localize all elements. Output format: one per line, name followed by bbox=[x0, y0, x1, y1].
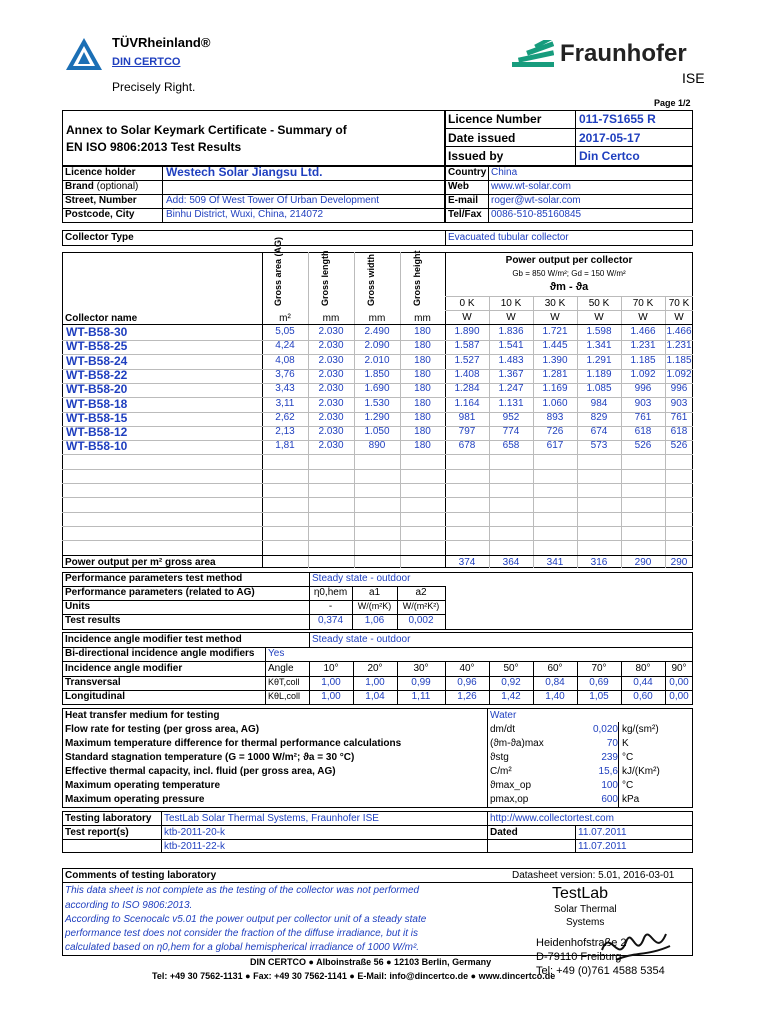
temp-header: 30 K bbox=[544, 298, 566, 309]
grid-row-line bbox=[62, 426, 693, 427]
iam-col-line bbox=[665, 661, 666, 705]
heat-param-unit: °C bbox=[622, 780, 634, 791]
licence-holder: Westech Solar Jiangsu Ltd. bbox=[166, 165, 323, 179]
power-sub: Gb = 850 W/m²; Gd = 150 W/m² bbox=[512, 269, 626, 278]
iam-angle: 70° bbox=[591, 663, 607, 674]
lab-label: Testing laboratory bbox=[65, 813, 152, 824]
power-value: 1.164 bbox=[454, 397, 480, 409]
power-per-m2-value: 290 bbox=[634, 557, 652, 568]
heat-param-symbol: dm/dt bbox=[490, 724, 516, 735]
trans-sym: KθT,coll bbox=[268, 677, 300, 687]
power-value: 573 bbox=[590, 440, 608, 452]
power-value: 1.890 bbox=[454, 326, 480, 337]
heat-param-unit: °C bbox=[622, 752, 634, 763]
power-value: 1.185 bbox=[666, 354, 692, 366]
gross-area-value: 2,62 bbox=[275, 411, 295, 423]
issued-by-label: Issued by bbox=[448, 149, 504, 163]
medium: Water bbox=[490, 710, 517, 721]
licence-holder-label: Licence holder bbox=[65, 167, 136, 178]
temp-header: 70 K bbox=[668, 298, 690, 309]
heat-param-unit: kJ/(Km²) bbox=[622, 766, 660, 777]
fraunhofer-logo-mark bbox=[512, 40, 554, 70]
bidir-label: Bi-directional incidence angle modifiers bbox=[65, 648, 255, 659]
collector-type: Evacuated tubular collector bbox=[448, 232, 569, 243]
col-gross-length: Gross length bbox=[320, 250, 330, 306]
grid-row-line bbox=[62, 497, 693, 498]
perf-u-a1: W/(m²K) bbox=[357, 601, 392, 611]
perf-results-label: Test results bbox=[65, 615, 121, 626]
temp-header: 10 K bbox=[500, 298, 522, 309]
gross-width-value: 2.010 bbox=[364, 354, 390, 366]
date-issued-label: Date issued bbox=[448, 131, 516, 145]
iam-col-line bbox=[309, 661, 310, 705]
power-value: 797 bbox=[458, 426, 476, 438]
heat-param-symbol: pmax,op bbox=[490, 794, 529, 805]
postcode: Binhu District, Wuxi, China, 214072 bbox=[166, 209, 324, 220]
power-value: 1.291 bbox=[586, 354, 612, 366]
gross-length-value: 2.030 bbox=[318, 411, 344, 423]
lab-url[interactable]: http://www.collectortest.com bbox=[490, 813, 614, 824]
trans-label: Transversal bbox=[65, 677, 121, 688]
grid-row-line bbox=[62, 440, 693, 441]
perf-u-eta: - bbox=[328, 601, 333, 612]
power-value: 1.231 bbox=[666, 340, 692, 352]
iam-transversal: 0,00 bbox=[669, 677, 689, 688]
perf-u-a2: W/(m²K²) bbox=[402, 601, 440, 611]
power-value: 952 bbox=[502, 411, 520, 423]
perf-h-eta: η0,hem bbox=[313, 587, 348, 598]
heat-param-value: 239 bbox=[601, 752, 618, 763]
ise-wordmark: ISE bbox=[682, 70, 705, 86]
long-sym: KθL,coll bbox=[268, 691, 301, 701]
temp-header: 70 K bbox=[632, 298, 654, 309]
collector-name-label: Collector name bbox=[65, 313, 138, 324]
temp-header: 50 K bbox=[588, 298, 610, 309]
iam-longitudinal: 1,26 bbox=[457, 691, 477, 702]
unit-w: W bbox=[550, 312, 560, 323]
fraunhofer-wordmark: Fraunhofer bbox=[560, 40, 687, 67]
heat-param-label: Effective thermal capacity, incl. fluid (per gross area, AG) bbox=[65, 766, 336, 777]
tel-label: Tel/Fax bbox=[448, 209, 482, 220]
iam-transversal: 1,00 bbox=[365, 677, 385, 688]
iam-longitudinal: 1,00 bbox=[321, 691, 341, 702]
report-2: ktb-2011-22-k bbox=[164, 841, 225, 852]
country-label: Country bbox=[448, 167, 487, 178]
iam-angle: 20° bbox=[367, 663, 383, 674]
power-per-m2-value: 341 bbox=[546, 557, 564, 568]
gross-length-value: 2.030 bbox=[318, 383, 344, 395]
col-gross-width: Gross width bbox=[366, 253, 376, 306]
power-value: 1.408 bbox=[454, 368, 480, 380]
perf-method: Steady state - outdoor bbox=[312, 573, 411, 584]
stamp-addr-1: Heidenhofstraße 2 bbox=[536, 937, 627, 949]
comment-line-2: according to ISO 9806:2013. bbox=[65, 900, 193, 911]
gross-area-value: 1,81 bbox=[275, 440, 295, 452]
issued-by: Din Certco bbox=[579, 149, 640, 163]
heat-param-unit: kPa bbox=[622, 794, 640, 805]
power-value: 1.189 bbox=[586, 368, 612, 380]
collector-type-label: Collector Type bbox=[65, 232, 134, 243]
iam-col-line bbox=[353, 661, 354, 705]
iam-angle: 40° bbox=[459, 663, 475, 674]
unit-width: mm bbox=[368, 313, 386, 324]
col-gross-height: Gross height bbox=[412, 250, 422, 306]
unit-w: W bbox=[506, 312, 516, 323]
gross-width-value: 1.530 bbox=[364, 397, 390, 409]
title-line-1: Annex to Solar Keymark Certificate - Summary of bbox=[66, 123, 347, 137]
perf-h-a2: a2 bbox=[415, 587, 427, 598]
heat-param-label: Standard stagnation temperature (G = 1000 W/m²; ϑa = 30 °C) bbox=[65, 752, 355, 763]
fraunhofer-bars-icon bbox=[512, 40, 554, 70]
gross-width-value: 2.090 bbox=[364, 340, 390, 352]
street-label: Street, Number bbox=[65, 195, 137, 206]
unit-length: mm bbox=[322, 313, 340, 324]
gross-length-value: 2.030 bbox=[318, 368, 344, 380]
heat-param-symbol: ϑstg bbox=[490, 752, 509, 763]
unit-height: mm bbox=[414, 313, 431, 324]
power-value: 1.185 bbox=[630, 354, 656, 366]
power-per-m2-value: 374 bbox=[458, 557, 476, 568]
gross-height-value: 180 bbox=[414, 326, 431, 337]
power-value: 829 bbox=[590, 411, 608, 423]
grid-row-line bbox=[62, 369, 693, 370]
grid-row-line bbox=[62, 483, 693, 484]
iam-method-label: Incidence angle modifier test method bbox=[65, 634, 242, 645]
country: China bbox=[491, 167, 518, 178]
power-per-m2-value: 290 bbox=[670, 557, 688, 568]
gross-height-value: 180 bbox=[414, 340, 431, 352]
iam-col-line bbox=[445, 661, 446, 705]
comment-line-5: calculated based on η0,hem for a global hemispherical irradiance of 1000 W/m². bbox=[65, 942, 420, 953]
iam-col-line bbox=[577, 661, 578, 705]
collector-model-name: WT-B58-18 bbox=[66, 396, 128, 411]
tuv-triangle-icon bbox=[64, 36, 104, 72]
stamp-addr-2: D-79110 Freiburg bbox=[536, 951, 622, 963]
col-gross-area: Gross area (AG) bbox=[273, 236, 283, 306]
grid-row-line bbox=[62, 540, 693, 541]
gross-width-value: 890 bbox=[368, 440, 386, 452]
per-m2-label: Power output per m² gross area bbox=[65, 557, 216, 568]
gross-height-value: 180 bbox=[414, 426, 431, 438]
licence-number: 011-7S1655 R bbox=[579, 112, 656, 126]
heat-param-label: Maximum operating pressure bbox=[65, 794, 205, 805]
grid-row-line bbox=[62, 354, 693, 355]
power-value: 526 bbox=[634, 440, 652, 452]
heat-param-unit: K bbox=[622, 738, 629, 749]
power-value: 1.483 bbox=[498, 354, 524, 366]
power-value: 1.085 bbox=[586, 383, 612, 395]
power-value: 1.281 bbox=[542, 368, 568, 380]
collector-model-name: WT-B58-15 bbox=[66, 410, 128, 425]
licence-number-label: Licence Number bbox=[448, 112, 542, 126]
iam-longitudinal: 0,00 bbox=[669, 691, 689, 702]
power-value: 774 bbox=[502, 426, 520, 438]
grid-row-line bbox=[62, 526, 693, 527]
power-value: 996 bbox=[670, 383, 688, 395]
perf-units-label: Units bbox=[65, 601, 90, 612]
power-value: 1.836 bbox=[498, 326, 524, 337]
gross-length-value: 2.030 bbox=[318, 326, 344, 337]
unit-w: W bbox=[462, 312, 472, 323]
iam-transversal: 0,69 bbox=[589, 677, 609, 688]
collector-model-name: WT-B58-24 bbox=[66, 353, 128, 368]
unit-area: m² bbox=[279, 313, 291, 324]
perf-v-eta: 0,374 bbox=[317, 615, 344, 626]
heat-param-symbol: ϑmax_op bbox=[490, 780, 532, 791]
gross-area-value: 4,08 bbox=[275, 354, 295, 366]
gross-length-value: 2.030 bbox=[318, 440, 344, 452]
angle-label: Angle bbox=[268, 663, 294, 674]
stamp-sub-2: Systems bbox=[566, 917, 605, 928]
gross-length-value: 2.030 bbox=[318, 340, 344, 352]
perf-v-a2: 0,002 bbox=[408, 615, 434, 626]
bidir-value: Yes bbox=[268, 648, 285, 659]
gross-width-value: 1.290 bbox=[364, 411, 390, 423]
gross-width-value: 1.050 bbox=[364, 426, 390, 438]
tagline: Precisely Right. bbox=[112, 80, 196, 94]
footer-line-2: Tel: +49 30 7562-1131 ● Fax: +49 30 7562-1141 ● E-Mail: info@dincertco.de ● www.dincertco.de bbox=[152, 971, 556, 981]
email-label: E-mail bbox=[448, 195, 479, 206]
power-value: 981 bbox=[458, 411, 476, 423]
footer-line-1: DIN CERTCO ● Alboinstraße 56 ● 12103 Berlin, Germany bbox=[250, 957, 492, 967]
title-line-2: EN ISO 9806:2013 Test Results bbox=[66, 140, 242, 154]
power-per-m2-value: 364 bbox=[502, 557, 520, 568]
power-title: Power output per collector bbox=[505, 255, 633, 266]
iam-longitudinal: 1,05 bbox=[589, 691, 609, 702]
perf-related-label: Performance parameters (related to AG) bbox=[65, 587, 255, 598]
iam-transversal: 0,44 bbox=[633, 677, 653, 688]
brand-label: Brand (optional) bbox=[65, 181, 139, 192]
power-value: 903 bbox=[670, 397, 688, 409]
iam-col-line bbox=[533, 661, 534, 705]
power-value: 1.131 bbox=[498, 397, 524, 409]
gross-width-value: 1.690 bbox=[364, 383, 390, 395]
tel: 0086-510-85160845 bbox=[491, 209, 582, 220]
temp-header: 0 K bbox=[459, 298, 475, 309]
heat-param-value: 15,6 bbox=[598, 766, 618, 777]
power-value: 1.541 bbox=[498, 340, 524, 352]
unit-w: W bbox=[638, 312, 648, 323]
tuv-logo bbox=[64, 36, 104, 72]
gross-width-value: 1.850 bbox=[364, 368, 390, 380]
collector-type-box bbox=[62, 230, 693, 246]
gross-height-value: 180 bbox=[414, 440, 431, 452]
iam-longitudinal: 0,60 bbox=[633, 691, 653, 702]
grid-row-line bbox=[62, 469, 693, 470]
gross-length-value: 2.030 bbox=[318, 426, 344, 438]
heat-param-label: Maximum operating temperature bbox=[65, 780, 221, 791]
power-value: 1.466 bbox=[666, 326, 692, 337]
date-1: 11.07.2011 bbox=[578, 827, 627, 838]
dated-label: Dated bbox=[490, 827, 518, 838]
iam-angle: 10° bbox=[323, 663, 339, 674]
datasheet-version: Datasheet version: 5.01, 2016-03-01 bbox=[512, 870, 675, 881]
grid-row-line bbox=[62, 412, 693, 413]
gross-height-value: 180 bbox=[414, 383, 431, 395]
iam-col-line bbox=[397, 661, 398, 705]
gross-height-value: 180 bbox=[414, 368, 431, 380]
power-value: 1.367 bbox=[498, 368, 524, 380]
perf-h-a1: a1 bbox=[368, 587, 381, 598]
long-label: Longitudinal bbox=[65, 691, 125, 702]
collector-model-name: WT-B58-25 bbox=[66, 339, 128, 354]
iam-angle: 60° bbox=[547, 663, 563, 674]
tuv-brand: TÜVRheinland® bbox=[112, 35, 211, 50]
power-value: 1.341 bbox=[586, 340, 612, 352]
grid-row-line bbox=[62, 383, 693, 384]
perf-v-a1: 1,06 bbox=[364, 615, 385, 626]
power-value: 1.598 bbox=[586, 326, 612, 337]
stamp-sub-1: Solar Thermal bbox=[554, 904, 617, 915]
power-value: 1.247 bbox=[498, 383, 524, 395]
iam-col-line bbox=[621, 661, 622, 705]
power-value: 984 bbox=[590, 397, 608, 409]
power-value: 893 bbox=[546, 411, 564, 423]
power-value: 678 bbox=[458, 440, 476, 452]
theta-diff: ϑm - ϑa bbox=[549, 281, 589, 293]
collector-model-name: WT-B58-20 bbox=[66, 382, 128, 397]
power-value: 618 bbox=[634, 426, 652, 438]
heat-param-value: 600 bbox=[601, 794, 618, 805]
heat-param-value: 70 bbox=[606, 738, 618, 749]
power-value: 761 bbox=[670, 411, 688, 423]
power-value: 674 bbox=[590, 426, 608, 438]
comment-line-1: This data sheet is not complete as the testing of the collector was not performed bbox=[65, 885, 420, 896]
iam-transversal: 1,00 bbox=[321, 677, 341, 688]
iam-longitudinal: 1,42 bbox=[501, 691, 521, 702]
heat-param-unit: kg/(sm²) bbox=[622, 724, 659, 735]
heat-param-value: 0,020 bbox=[592, 724, 618, 735]
power-value: 1.231 bbox=[630, 340, 656, 352]
heat-param-symbol: (ϑm-ϑa)max bbox=[490, 738, 544, 749]
collector-model-name: WT-B58-22 bbox=[66, 367, 128, 382]
stamp-addr-3: Tel: +49 (0)761 4588 5354 bbox=[536, 965, 665, 977]
postcode-label: Postcode, City bbox=[65, 209, 135, 220]
gross-area-value: 5,05 bbox=[275, 326, 295, 337]
power-value: 1.060 bbox=[542, 397, 568, 409]
lab-name: TestLab Solar Thermal Systems, Fraunhofer ISE bbox=[164, 813, 379, 824]
gross-area-value: 3,11 bbox=[275, 397, 295, 409]
date-issued: 2017-05-17 bbox=[579, 131, 641, 145]
grid-row-line bbox=[62, 512, 693, 513]
gross-length-value: 2.030 bbox=[318, 397, 344, 409]
power-value: 1.721 bbox=[542, 326, 568, 337]
iam-angle: 30° bbox=[413, 663, 429, 674]
street: Add: 509 Of West Tower Of Urban Development bbox=[166, 195, 380, 206]
web-link[interactable]: www.wt-solar.com bbox=[491, 181, 572, 192]
grid-row-line bbox=[62, 397, 693, 398]
iam-method: Steady state - outdoor bbox=[312, 634, 411, 645]
power-value: 1.390 bbox=[542, 354, 568, 366]
gross-height-value: 180 bbox=[414, 354, 431, 366]
comment-line-4: performance test does not consider the fraction of the diffuse irradiance, but it is bbox=[65, 928, 418, 939]
gross-area-value: 4,24 bbox=[275, 340, 295, 352]
heat-param-label: Maximum temperature difference for thermal performance calculations bbox=[65, 738, 402, 749]
power-value: 1.092 bbox=[666, 368, 692, 380]
iam-transversal: 0,96 bbox=[457, 677, 477, 688]
comments-label: Comments of testing laboratory bbox=[65, 870, 217, 881]
gross-area-value: 2,13 bbox=[275, 426, 295, 438]
comment-line-3: According to Scenocalc v5.01 the power output per collector unit of a steady state bbox=[65, 914, 427, 925]
collector-model-name: WT-B58-10 bbox=[66, 439, 128, 454]
power-value: 658 bbox=[502, 440, 520, 452]
perf-method-label: Performance parameters test method bbox=[65, 573, 243, 584]
power-value: 996 bbox=[634, 383, 652, 395]
gross-height-value: 180 bbox=[414, 397, 431, 409]
iam-transversal: 0,92 bbox=[501, 677, 521, 688]
report-label: Test report(s) bbox=[65, 827, 129, 838]
unit-w: W bbox=[674, 312, 684, 323]
power-value: 1.466 bbox=[630, 326, 656, 337]
power-value: 617 bbox=[546, 440, 564, 452]
collector-model-name: WT-B58-30 bbox=[66, 325, 128, 339]
web-label: Web bbox=[448, 181, 469, 192]
iam-longitudinal: 1,40 bbox=[545, 691, 565, 702]
iam-longitudinal: 1,04 bbox=[365, 691, 385, 702]
gross-area-value: 3,43 bbox=[275, 383, 295, 395]
page-number: Page 1/2 bbox=[654, 98, 691, 108]
power-value: 526 bbox=[670, 440, 688, 452]
power-value: 1.284 bbox=[454, 383, 480, 395]
iam-transversal: 0,99 bbox=[411, 677, 431, 688]
power-value: 726 bbox=[546, 426, 564, 438]
date-2: 11.07.2011 bbox=[578, 841, 627, 852]
title-box bbox=[62, 110, 445, 166]
grid-row-line bbox=[62, 340, 693, 341]
iam-longitudinal: 1,11 bbox=[411, 691, 431, 702]
collector-model-name: WT-B58-12 bbox=[66, 425, 128, 440]
din-certco-logo: DIN CERTCO bbox=[112, 56, 181, 68]
medium-label: Heat transfer medium for testing bbox=[65, 710, 220, 721]
power-value: 1.445 bbox=[542, 340, 568, 352]
power-value: 1.169 bbox=[542, 383, 568, 395]
unit-w: W bbox=[594, 312, 604, 323]
report-1: ktb-2011-20-k bbox=[164, 827, 225, 838]
iam-angle: 80° bbox=[635, 663, 651, 674]
gross-height-value: 180 bbox=[414, 411, 431, 423]
heat-param-symbol: C/m² bbox=[490, 766, 512, 777]
stamp-name: TestLab bbox=[552, 885, 609, 902]
grid-row-line bbox=[62, 454, 693, 455]
gross-width-value: 2.490 bbox=[364, 326, 390, 337]
iam-col-line bbox=[489, 661, 490, 705]
gross-area-value: 3,76 bbox=[275, 368, 295, 380]
power-value: 761 bbox=[634, 411, 652, 423]
heat-param-label: Flow rate for testing (per gross area, AG) bbox=[65, 724, 260, 735]
gross-length-value: 2.030 bbox=[318, 354, 344, 366]
power-value: 618 bbox=[670, 426, 688, 438]
iam-transversal: 0,84 bbox=[545, 677, 565, 688]
iam-angle: 90° bbox=[671, 663, 687, 674]
email-link[interactable]: roger@wt-solar.com bbox=[491, 195, 581, 206]
iam-label: Incidence angle modifier bbox=[65, 663, 183, 674]
power-value: 903 bbox=[634, 397, 652, 409]
iam-angle: 50° bbox=[503, 663, 519, 674]
power-value: 1.587 bbox=[454, 340, 480, 352]
power-value: 1.092 bbox=[630, 368, 656, 380]
power-per-m2-value: 316 bbox=[590, 557, 608, 568]
power-value: 1.527 bbox=[454, 354, 480, 366]
heat-param-value: 100 bbox=[601, 780, 618, 791]
